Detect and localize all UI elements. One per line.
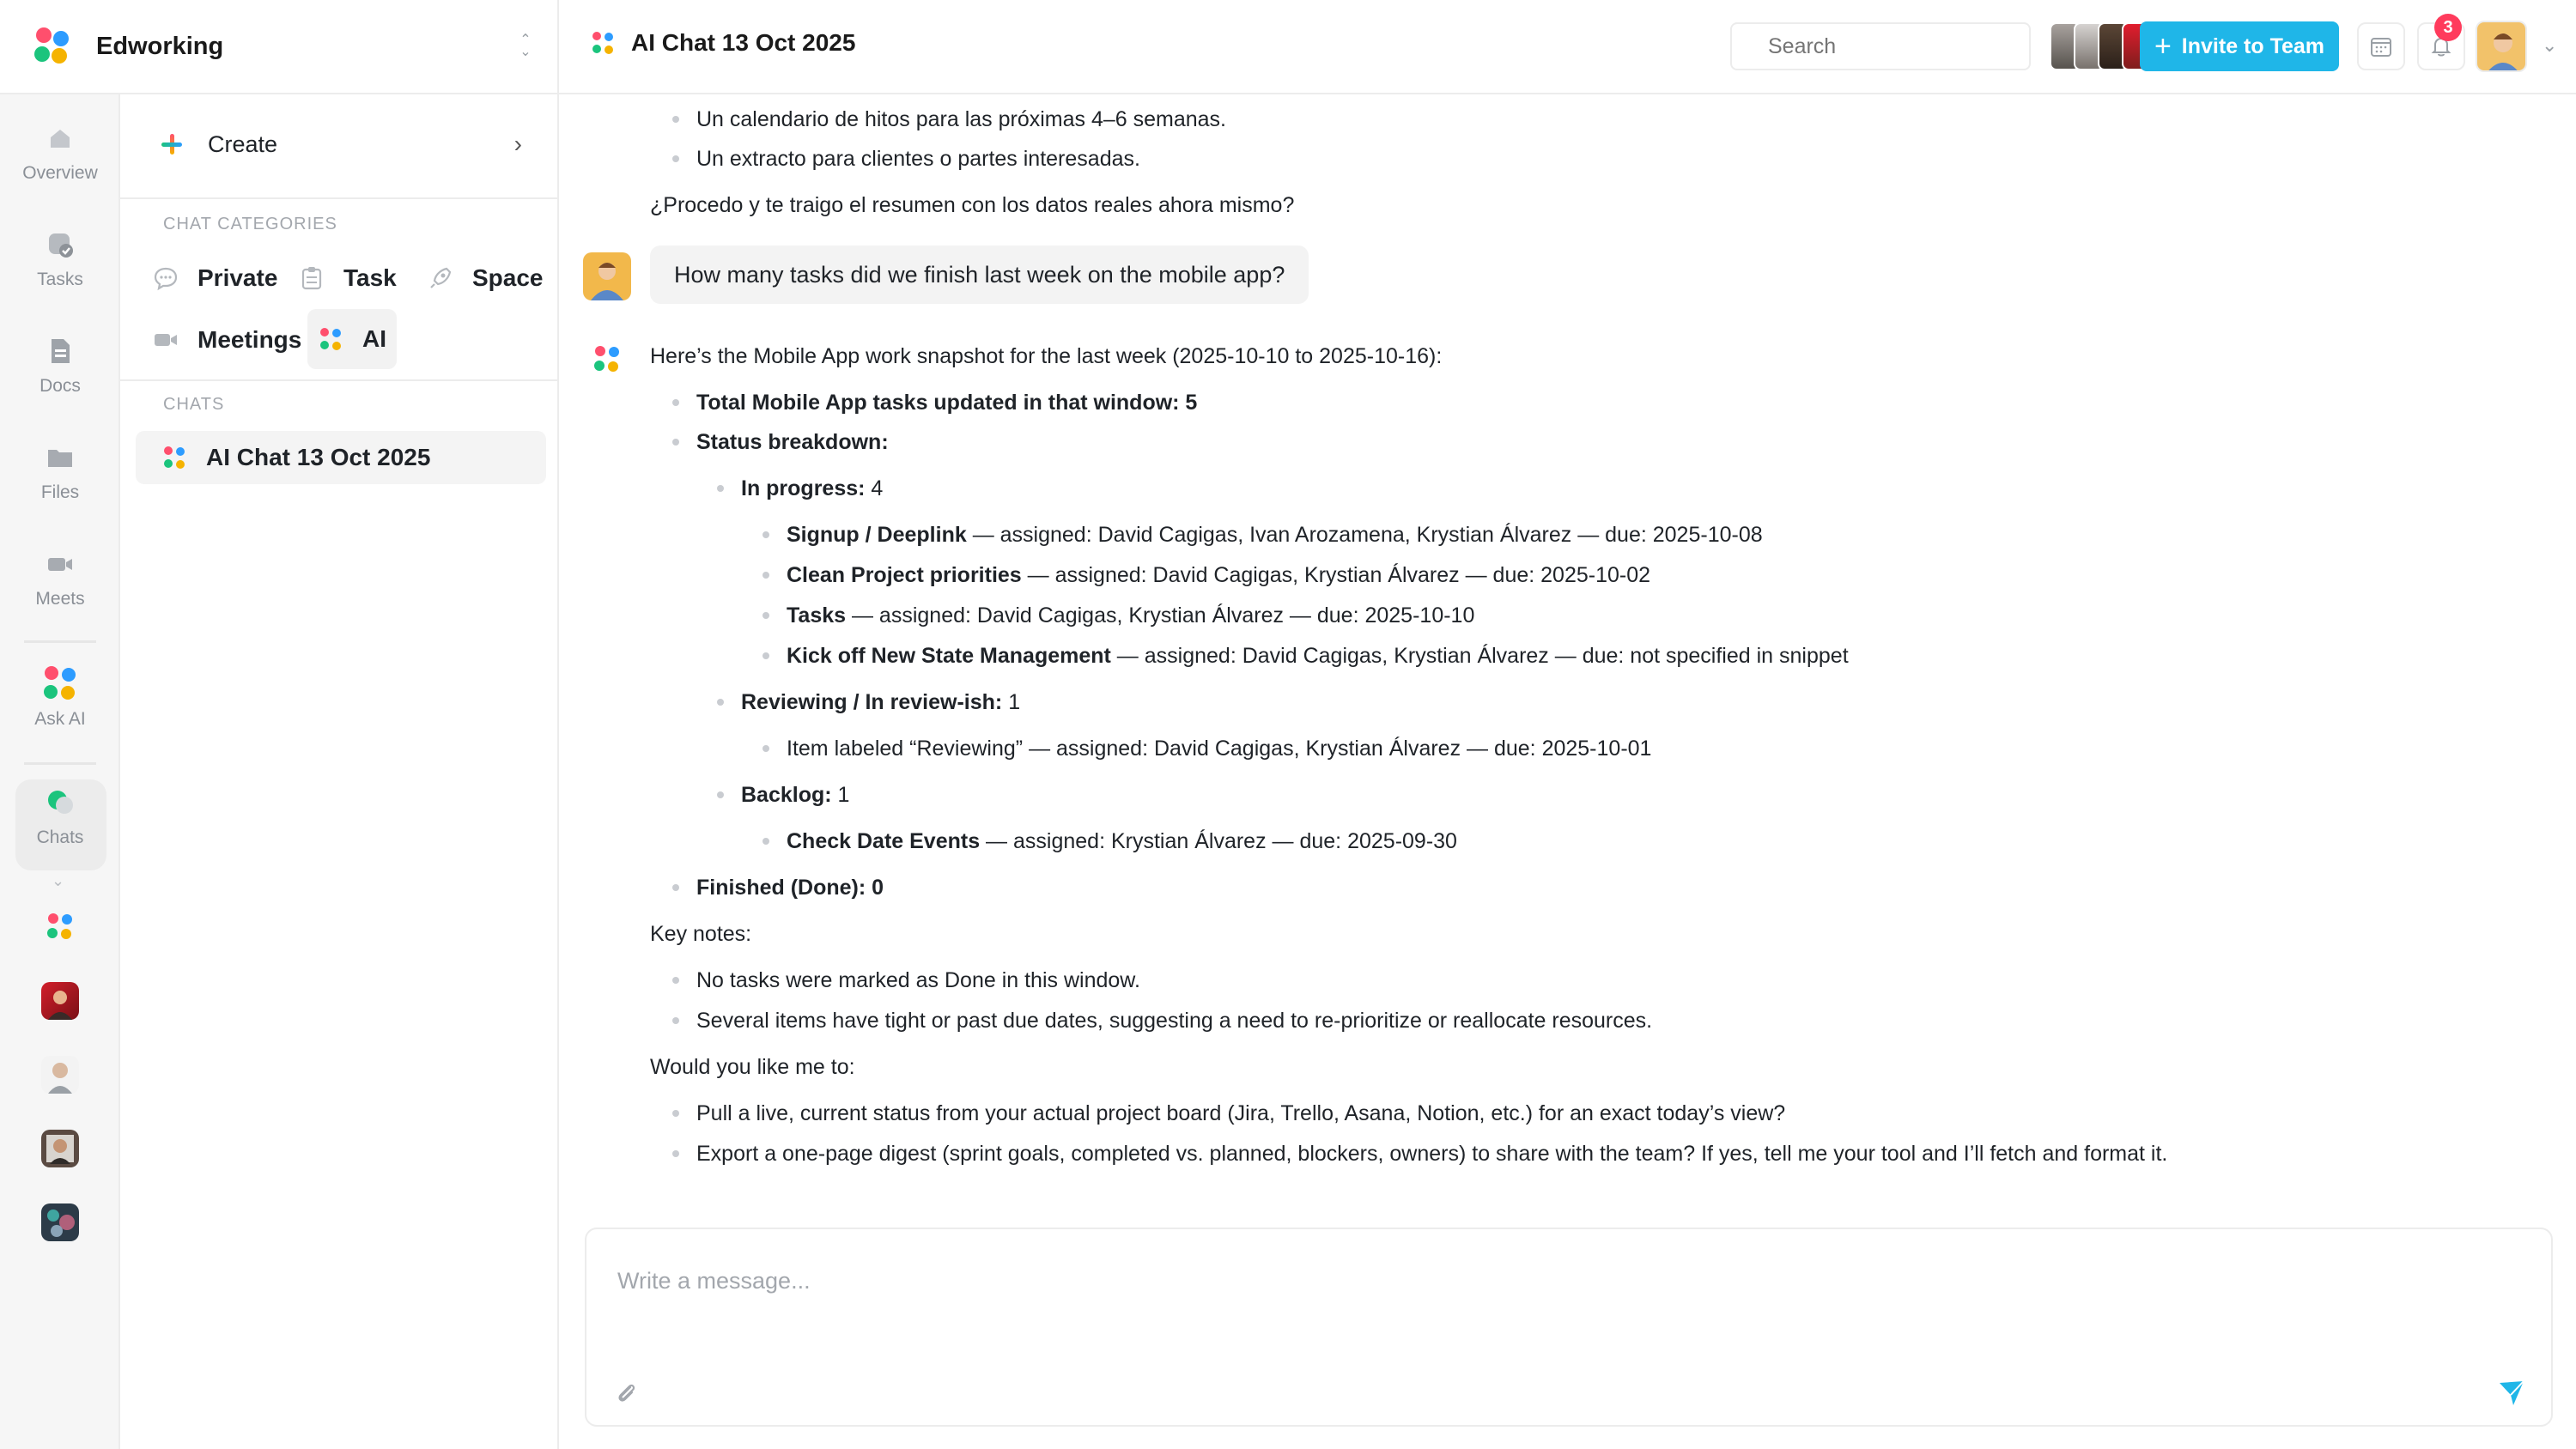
notifications-badge: 3 — [2434, 14, 2462, 41]
user-avatar[interactable] — [2476, 21, 2527, 72]
reviewing-value: 1 — [1002, 690, 1021, 714]
task-item — [787, 520, 1763, 549]
rail-item-label: Chats — [36, 828, 84, 847]
workspace-switch-icon[interactable]: ⌃ ⌄ — [519, 33, 532, 59]
in-progress-label: In progress: — [741, 476, 866, 500]
chevron-down-icon[interactable]: ⌄ — [2542, 34, 2558, 56]
task-item — [787, 827, 1457, 856]
edworking-logo-icon — [33, 27, 70, 65]
ai-avatar-icon — [592, 343, 623, 374]
rail-item-label: Overview — [22, 163, 98, 183]
list-item: No tasks were marked as Done in this window. — [696, 966, 1140, 995]
reply-intro: Here’s the Mobile App work snapshot for the last week (2025-10-10 to 2025-10-16): — [650, 344, 1443, 368]
list-item: Pull a live, current status from your actual project board (Jira, Trello, Asana, Notion, etc.) for an exact today’s view? — [696, 1099, 1785, 1128]
task-details: — assigned: David Cagigas, Krystian Álvarez — due: 2025-10-10 — [846, 603, 1475, 627]
rail-separator — [24, 762, 96, 765]
backlog-value: 1 — [831, 783, 850, 807]
ai-dots-icon — [590, 30, 616, 56]
task-details: — assigned: Krystian Álvarez — due: 2025-09-30 — [980, 829, 1457, 853]
icon-rail — [0, 94, 120, 1449]
status-title: Status breakdown: — [696, 430, 889, 454]
task-details: — assigned: David Cagigas, Ivan Arozamena, Krystian Álvarez — due: 2025-10-08 — [966, 523, 1763, 547]
rail-item-label: Ask AI — [34, 709, 86, 729]
task-name: Clean Project priorities — [787, 563, 1022, 587]
rail-item-label: Tasks — [37, 270, 83, 289]
task-item — [787, 561, 1650, 590]
send-button[interactable] — [2493, 1375, 2530, 1413]
task-name: Kick off New State Management — [787, 644, 1111, 668]
chats-title: CHATS — [163, 395, 225, 414]
plus-icon: + — [2154, 30, 2172, 63]
rail-separator — [24, 640, 96, 643]
contact-avatar[interactable] — [41, 1130, 79, 1167]
chat-sidebar — [120, 94, 559, 1449]
task-name: Signup / Deeplink — [787, 523, 967, 547]
task-item — [787, 601, 1474, 630]
in-progress-value: 4 — [865, 476, 884, 500]
tasks-icon — [46, 230, 75, 259]
video-icon — [46, 549, 75, 579]
chat-item-ai-chat[interactable] — [136, 431, 546, 484]
invite-to-team-button[interactable] — [2140, 21, 2339, 71]
team-avatars[interactable] — [2050, 22, 2153, 70]
backlog-label: Backlog: — [741, 783, 832, 807]
task-item: Item labeled “Reviewing” — assigned: David Cagigas, Krystian Álvarez — due: 2025-10-01 — [787, 734, 1651, 763]
contact-avatar[interactable] — [41, 982, 79, 1020]
rail-item-label: Meets — [35, 589, 85, 609]
user-message-bubble — [650, 246, 1309, 304]
calendar-icon — [2369, 34, 2393, 58]
task-name: Check Date Events — [787, 829, 981, 853]
chevron-down-icon[interactable]: ⌄ — [52, 872, 65, 889]
video-icon — [153, 327, 179, 353]
paperclip-icon — [612, 1379, 640, 1407]
rail-item-label: Docs — [39, 376, 81, 396]
category-meetings[interactable] — [143, 312, 312, 367]
ai-dots-icon — [161, 445, 187, 470]
rail-item-tasks[interactable] — [0, 230, 120, 290]
rail-item-overview[interactable] — [0, 124, 120, 184]
followup-title: Would you like me to: — [650, 1055, 855, 1079]
sidebar-divider — [120, 197, 559, 199]
ai-dots-icon — [318, 326, 343, 352]
user-message-avatar — [583, 252, 631, 300]
task-name: Tasks — [787, 603, 847, 627]
list-item — [696, 427, 889, 457]
reply-total: Total Mobile App tasks updated in that window: 5 — [696, 391, 1198, 415]
home-icon — [46, 124, 75, 153]
invite-label: Invite to Team — [2181, 33, 2325, 58]
folder-icon — [46, 443, 75, 472]
finished-count: Finished (Done): 0 — [696, 876, 884, 900]
category-private[interactable] — [143, 251, 288, 306]
category-label: Task — [343, 264, 397, 291]
chat-bubble-icon — [153, 265, 179, 291]
chat-title: AI Chat 13 Oct 2025 — [631, 29, 856, 56]
category-task[interactable] — [289, 251, 407, 306]
user-message-text: How many tasks did we finish last week on the mobile app? — [674, 261, 1285, 288]
ai-chat-shortcut-icon[interactable] — [41, 908, 79, 946]
category-space[interactable] — [417, 251, 554, 306]
contact-avatar[interactable] — [41, 1056, 79, 1094]
list-item — [741, 688, 1020, 717]
chat-categories-title: CHAT CATEGORIES — [163, 215, 337, 233]
list-item — [741, 474, 883, 503]
list-item — [696, 873, 884, 902]
reviewing-label: Reviewing / In review-ish: — [741, 690, 1003, 714]
message-input[interactable] — [617, 1262, 2421, 1300]
task-details: — assigned: David Cagigas, Krystian Álvarez — due: 2025-10-02 — [1021, 563, 1651, 587]
chevron-right-icon: › — [513, 130, 522, 157]
attach-button[interactable] — [609, 1377, 643, 1411]
rail-item-docs[interactable] — [0, 336, 120, 397]
rail-item-label: Files — [40, 482, 80, 502]
ai-dots-icon — [41, 664, 79, 702]
rail-item-files[interactable] — [0, 443, 120, 503]
list-item: Several items have tight or past due dates, suggesting a need to re-prioritize or reallocate resources. — [696, 1006, 1652, 1035]
category-ai[interactable] — [307, 309, 397, 369]
create-label: Create — [208, 130, 278, 157]
rocket-icon — [428, 265, 453, 291]
search-input[interactable] — [1730, 22, 2031, 70]
message-composer — [585, 1228, 2553, 1427]
message-text: ¿Procedo y te traigo el resumen con los datos reales ahora mismo? — [650, 193, 1295, 217]
chat-bubbles-icon — [46, 788, 75, 817]
list-item: Un extracto para clientes o partes interesadas. — [696, 144, 1140, 173]
category-label: Meetings — [197, 326, 302, 353]
task-item — [787, 641, 1849, 670]
category-label: Space — [472, 264, 544, 291]
list-item — [696, 388, 1197, 417]
workspace-name: Edworking — [96, 32, 224, 60]
contact-avatar[interactable] — [41, 1203, 79, 1241]
sidebar-divider — [120, 379, 559, 381]
rail-item-ask-ai[interactable] — [0, 664, 120, 730]
chat-item-label: AI Chat 13 Oct 2025 — [206, 444, 431, 470]
workspace-header[interactable] — [0, 0, 559, 94]
category-label: Private — [197, 264, 278, 291]
rail-item-chats[interactable] — [0, 788, 120, 848]
key-notes-title: Key notes: — [650, 922, 752, 946]
plus-icon — [155, 127, 189, 161]
task-details: — assigned: David Cagigas, Krystian Álvarez — due: not specified in snippet — [1110, 644, 1849, 668]
list-item — [741, 780, 849, 809]
rail-item-meets[interactable] — [0, 549, 120, 609]
chat-title-group — [590, 29, 855, 57]
send-icon — [2497, 1379, 2526, 1408]
category-label: AI — [362, 325, 386, 352]
list-item: Export a one-page digest (sprint goals, completed vs. planned, blockers, owners) to share with the team? If yes, tell me your tool and I’ll fetch and format it. — [696, 1139, 2167, 1168]
create-button[interactable] — [146, 110, 541, 179]
top-bar — [559, 0, 2576, 94]
clipboard-icon — [299, 265, 325, 291]
message-thread — [559, 94, 2576, 1219]
calendar-button[interactable] — [2357, 22, 2405, 70]
list-item: Un calendario de hitos para las próximas 4–6 semanas. — [696, 105, 1226, 134]
docs-icon — [46, 336, 75, 366]
